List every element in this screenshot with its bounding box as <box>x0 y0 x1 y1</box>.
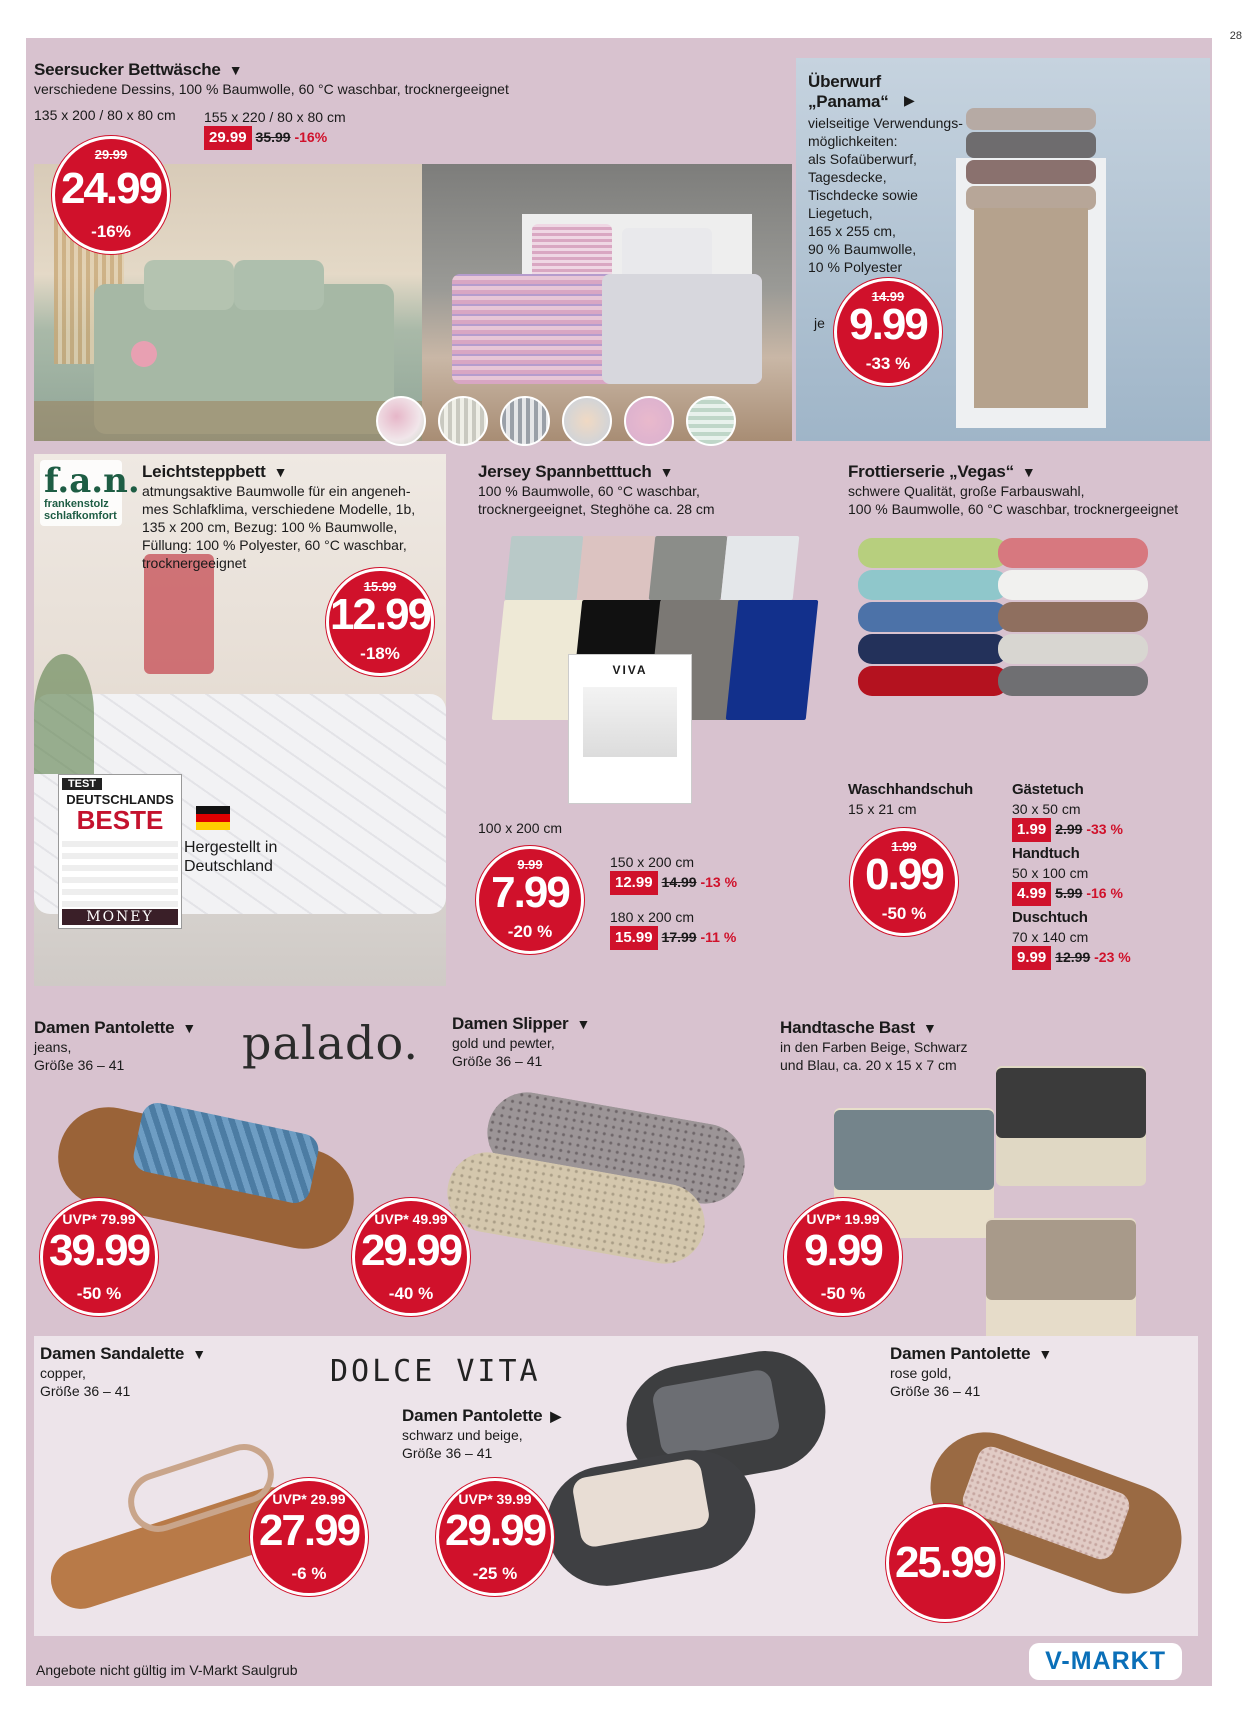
panama-desc-line: Tagesdecke, <box>808 169 887 185</box>
jersey-text <box>478 462 715 518</box>
panama-desc-line: 165 x 255 cm, <box>808 223 896 239</box>
wash-title: Waschhandschuh <box>848 781 973 798</box>
swatch-green-stripe <box>686 396 736 446</box>
jersey-size2-prices <box>610 871 737 895</box>
dusch-title: Duschtuch <box>1012 909 1088 926</box>
pantolette-sb-photo <box>546 1358 866 1618</box>
steppbett-pct: -18% <box>360 644 400 663</box>
palado-logo: palado. <box>242 1016 419 1070</box>
wash-old-price: 1.99 <box>891 839 917 854</box>
vegas-desc-line: schwere Qualität, große Farbauswahl, <box>848 483 1085 499</box>
panama-desc-line: als Sofaüberwurf, <box>808 151 917 167</box>
pantolette-sb-desc-line: Größe 36 – 41 <box>402 1445 493 1461</box>
pantolette-jeans-desc-line: jeans, <box>34 1039 72 1055</box>
sandalette-price-circle <box>250 1478 368 1596</box>
pantolette-sb-price-circle <box>436 1478 554 1596</box>
jersey-size2-block <box>610 853 737 895</box>
slipper-title: Damen Slipper ▼ <box>452 1014 591 1033</box>
pantolette-rose-desc <box>890 1364 1052 1400</box>
hand-pct: -16 % <box>1086 885 1123 901</box>
vegas-desc-line: 100 % Baumwolle, 60 °C waschbar, trocknergeeignet <box>848 501 1179 517</box>
bedding-title: Seersucker Bettwäsche ▼ <box>34 60 243 79</box>
guest-prices <box>1012 818 1123 842</box>
hand-title: Handtuch <box>1012 845 1080 862</box>
handtasche-price-circle <box>784 1198 902 1316</box>
handtasche-pct: -50 % <box>820 1284 866 1303</box>
fan-logo-text: f.a.n. <box>44 461 140 501</box>
fan-logo-sub1: frankenstolz <box>44 498 109 510</box>
bedding-price2-tag: 29.99 <box>204 126 252 150</box>
pantolette-jeans-price: 39.99 <box>48 1226 150 1275</box>
handtasche-title: Handtasche Bast ▼ <box>780 1018 937 1037</box>
hand-size: 50 x 100 cm <box>1012 865 1089 881</box>
jersey-size2-pct: -13 % <box>700 874 738 890</box>
bedding-price2 <box>204 126 327 150</box>
sandalette-uvp: UVP* 29.99 <box>272 1491 346 1507</box>
steppbett-desc <box>142 482 415 572</box>
vmarkt-logo: V-MARKT <box>1029 1643 1182 1680</box>
panama-text <box>808 72 963 276</box>
pantolette-jeans-desc-line: Größe 36 – 41 <box>34 1057 125 1073</box>
slipper-price: 29.99 <box>360 1226 462 1275</box>
arrow-right-icon: ▶ <box>904 92 915 108</box>
guest-tag: 1.99 <box>1012 818 1051 842</box>
germany-flag-icon <box>196 806 230 830</box>
test-badge-title1: DEUTSCHLANDS <box>66 792 174 807</box>
swatch-pink-floral <box>624 396 674 446</box>
dusch-prices <box>1012 946 1131 970</box>
swatch-check-grey <box>500 396 550 446</box>
sandalette-text <box>40 1344 206 1400</box>
pantolette-rose-desc-line: Größe 36 – 41 <box>890 1383 981 1399</box>
hand-old: 5.99 <box>1055 885 1083 901</box>
pantolette-sb-desc <box>402 1426 561 1462</box>
arrow-down-icon: ▼ <box>1038 1346 1053 1362</box>
handtasche-desc-line: und Blau, ca. 20 x 15 x 7 cm <box>780 1057 957 1073</box>
sandalette-desc <box>40 1364 206 1400</box>
steppbett-title: Leichtsteppbett ▼ <box>142 462 288 481</box>
panama-pct: -33 % <box>865 354 911 373</box>
jersey-desc-line: 100 % Baumwolle, 60 °C waschbar, <box>478 483 700 499</box>
arrow-down-icon: ▼ <box>922 1020 937 1036</box>
panama-old-price: 14.99 <box>871 289 905 304</box>
panama-desc <box>808 114 963 276</box>
bedding-price: 24.99 <box>60 164 162 213</box>
footer-note: Angebote nicht gültig im V-Markt Saulgrub <box>36 1662 298 1678</box>
jersey-size2-old: 14.99 <box>661 874 697 890</box>
viva-package <box>568 654 692 804</box>
vegas-photo <box>848 538 1148 738</box>
jersey-size3-old: 17.99 <box>661 929 697 945</box>
steppbett-desc-line: trocknergeeignet <box>142 555 247 571</box>
pantolette-jeans-text <box>34 1018 196 1074</box>
sandalette-price: 27.99 <box>258 1506 360 1555</box>
arrow-down-icon: ▼ <box>228 62 243 78</box>
hand-prices <box>1012 882 1123 906</box>
pantolette-rose-text <box>890 1344 1052 1400</box>
guest-title: Gästetuch <box>1012 781 1084 798</box>
wash-size: 15 x 21 cm <box>848 801 917 817</box>
wash-price: 0.99 <box>865 850 943 899</box>
page-number: 28 <box>1229 30 1242 42</box>
pantolette-sb-pct: -25 % <box>472 1564 518 1583</box>
made-line1: Hergestellt in <box>184 839 278 856</box>
steppbett-text <box>142 462 415 572</box>
pantolette-sb-price: 29.99 <box>444 1506 546 1555</box>
slipper-text <box>452 1014 590 1070</box>
jersey-size3-block <box>610 908 736 950</box>
pantolette-rose-price-circle <box>886 1504 1004 1622</box>
pantolette-jeans-price-circle <box>40 1198 158 1316</box>
dusch-block <box>1012 908 1131 970</box>
pantolette-jeans-title: Damen Pantolette ▼ <box>34 1018 197 1037</box>
pantolette-sb-text <box>402 1406 561 1462</box>
panama-desc-line: Liegetuch, <box>808 205 873 221</box>
guest-size: 30 x 50 cm <box>1012 801 1081 817</box>
test-badge-title2: BESTE <box>76 805 164 835</box>
fan-logo <box>40 460 140 526</box>
viva-logo: VIVA <box>612 663 648 677</box>
pantolette-sb-title: Damen Pantolette ▶ <box>402 1406 561 1425</box>
jersey-desc <box>478 482 715 518</box>
steppbett-old-price: 15.99 <box>363 579 397 594</box>
slipper-price-circle <box>352 1198 470 1316</box>
steppbett-desc-line: mes Schlafklima, verschiedene Modelle, 1b, <box>142 501 416 517</box>
slipper-uvp: UVP* 49.99 <box>374 1211 448 1227</box>
arrow-down-icon: ▼ <box>659 464 674 480</box>
panama-je: je <box>814 315 825 331</box>
slipper-pct: -40 % <box>388 1284 434 1303</box>
panama-desc-line: 10 % Polyester <box>808 259 903 275</box>
dusch-pct: -23 % <box>1094 949 1131 965</box>
jersey-size3-pct: -11 % <box>700 929 737 945</box>
jersey-size2-tag: 12.99 <box>610 871 658 895</box>
panama-desc-line: vielseitige Verwendungs- <box>808 115 963 131</box>
swatch-pastel <box>562 396 612 446</box>
dusch-size: 70 x 140 cm <box>1012 929 1089 945</box>
slipper-desc <box>452 1034 590 1070</box>
jersey-desc-line: trocknergeeignet, Steghöhe ca. 28 cm <box>478 501 715 517</box>
slipper-desc-line: Größe 36 – 41 <box>452 1053 543 1069</box>
pantolette-jeans-uvp: UVP* 79.99 <box>62 1211 136 1227</box>
panama-desc-line: 90 % Baumwolle, <box>808 241 917 257</box>
handtasche-uvp: UVP* 19.99 <box>806 1211 880 1227</box>
vegas-text <box>848 462 1178 518</box>
arrow-down-icon: ▼ <box>1021 464 1036 480</box>
jersey-size1: 100 x 200 cm <box>478 820 563 836</box>
wash-price-circle <box>850 828 958 936</box>
sandalette-pct: -6 % <box>291 1564 327 1583</box>
pantolette-rose-desc-line: rose gold, <box>890 1365 952 1381</box>
jersey-old-price: 9.99 <box>517 857 543 872</box>
bedding-size1: 135 x 200 / 80 x 80 cm <box>34 107 176 123</box>
steppbett-price: 12.99 <box>329 590 431 639</box>
bedding-pct: -16% <box>91 222 131 241</box>
bedding-price2-old: 35.99 <box>255 129 291 145</box>
flyer-page <box>26 38 1212 1686</box>
test-badge <box>58 774 182 929</box>
made-line2: Deutschland <box>184 858 273 875</box>
pantolette-jeans-desc <box>34 1038 196 1074</box>
steppbett-desc-line: atmungsaktive Baumwolle für ein angeneh- <box>142 483 411 499</box>
handtasche-desc-line: in den Farben Beige, Schwarz <box>780 1039 968 1055</box>
bedding-price2-pct: -16% <box>294 129 328 145</box>
arrow-down-icon: ▼ <box>182 1020 197 1036</box>
jersey-pct: -20 % <box>507 922 553 941</box>
steppbett-desc-line: 135 x 200 cm, Bezug: 100 % Baumwolle, <box>142 519 398 535</box>
slipper-desc-line: gold und pewter, <box>452 1035 555 1051</box>
panama-price-circle <box>834 278 942 386</box>
pantolette-rose-title: Damen Pantolette ▼ <box>890 1344 1053 1363</box>
arrow-down-icon: ▼ <box>576 1016 591 1032</box>
hand-tag: 4.99 <box>1012 882 1051 906</box>
made-in-germany <box>184 838 277 876</box>
jersey-size2: 150 x 200 cm <box>610 854 695 870</box>
guest-old: 2.99 <box>1055 821 1083 837</box>
panama-desc-line: Tischdecke sowie <box>808 187 918 203</box>
vegas-desc <box>848 482 1178 518</box>
jersey-size3-prices <box>610 926 736 950</box>
bedding-text <box>34 60 509 98</box>
panama-title: Überwurf „Panama“ <box>808 72 889 111</box>
wash-pct: -50 % <box>881 904 927 923</box>
swatch-check-beige <box>438 396 488 446</box>
arrow-right-icon: ▶ <box>550 1408 561 1424</box>
bedding-desc: verschiedene Dessins, 100 % Baumwolle, 60 °C waschbar, trocknergeeignet <box>34 81 509 97</box>
pantolette-jeans-pct: -50 % <box>76 1284 122 1303</box>
jersey-size3-tag: 15.99 <box>610 926 658 950</box>
money-logo: MONEY <box>62 909 178 925</box>
bedding-size2: 155 x 220 / 80 x 80 cm <box>204 109 346 125</box>
dusch-old: 12.99 <box>1055 949 1091 965</box>
hand-block <box>1012 844 1123 906</box>
arrow-down-icon: ▼ <box>192 1346 206 1362</box>
sandalette-desc-line: copper, <box>40 1365 86 1381</box>
jersey-price-circle <box>476 846 584 954</box>
bedding-price-circle <box>52 136 170 254</box>
dolce-vita-logo: DOLCE VITA <box>330 1354 541 1389</box>
panama-price: 9.99 <box>849 300 927 349</box>
jersey-photo <box>478 536 844 806</box>
jersey-size3: 180 x 200 cm <box>610 909 695 925</box>
guest-pct: -33 % <box>1086 821 1123 837</box>
panama-desc-line: möglichkeiten: <box>808 133 898 149</box>
arrow-down-icon: ▼ <box>273 464 288 480</box>
sandalette-desc-line: Größe 36 – 41 <box>40 1383 131 1399</box>
pantolette-sb-desc-line: schwarz und beige, <box>402 1427 523 1443</box>
jersey-title: Jersey Spannbetttuch ▼ <box>478 462 674 481</box>
dusch-tag: 9.99 <box>1012 946 1051 970</box>
slipper-photo <box>426 1098 766 1268</box>
pantolette-rose-price: 25.99 <box>894 1538 996 1587</box>
steppbett-price-circle <box>326 568 434 676</box>
fan-logo-sub2: schlafkomfort <box>44 510 117 522</box>
test-badge-label: TEST <box>62 778 102 790</box>
steppbett-desc-line: Füllung: 100 % Polyester, 60 °C waschbar, <box>142 537 407 553</box>
pantolette-sb-uvp: UVP* 39.99 <box>458 1491 532 1507</box>
bedding-old-price: 29.99 <box>94 147 128 162</box>
jersey-price: 7.99 <box>491 868 569 917</box>
guest-block <box>1012 780 1123 842</box>
sandalette-title: Damen Sandalette ▼ <box>40 1344 206 1363</box>
swatch-floral <box>376 396 426 446</box>
wash-block <box>848 780 973 818</box>
vegas-title: Frottierserie „Vegas“ ▼ <box>848 462 1036 481</box>
bedding-photo-right <box>422 164 792 441</box>
handtasche-price: 9.99 <box>804 1226 882 1275</box>
